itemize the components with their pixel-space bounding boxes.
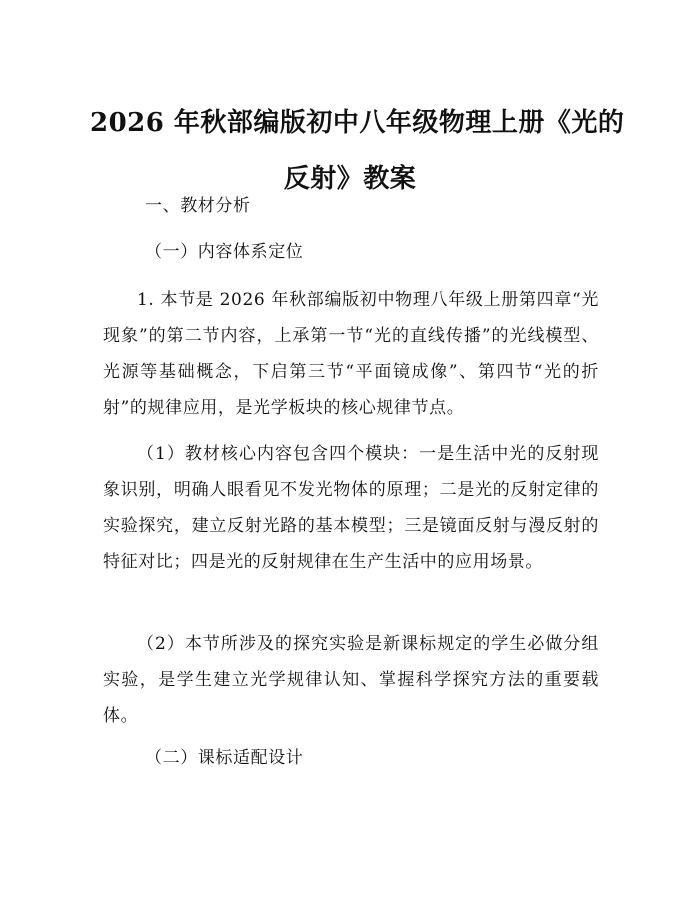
paragraph-core-content-modules: （1）教材核心内容包含四个模块：一是生活中光的反射现象识别，明确人眼看见不发光物体的原理；二是光的反射定律的实验探究，建立反射光路的基本模型；三是镜面反射与漫反射的特征对比；四是光的反射规律在生产生活中的应用场景。 [103,444,599,572]
subsection-heading-curriculum-standard: （二）课标适配设计 [145,748,304,768]
title-line-1: 2026 年秋部编版初中八年级物理上册《光的 [90,108,625,139]
title-line-2: 反射》教案 [283,164,417,195]
section-heading-teaching-material-analysis: 一、教材分析 [145,196,251,216]
paragraph-section-position: 1. 本节是 2026 年秋部编版初中物理八年级上册第四章“光现象”的第二节内容，上承第一节“光的直线传播”的光线模型、光源等基础概念，下启第三节“平面镜成像”、第四节“光的折射”的规律应用，是光学板块的核心规律节点。 [103,290,599,418]
subsection-heading-content-system: （一）内容体系定位 [145,242,304,262]
paragraph-required-experiment: （2）本节所涉及的探究实验是新课标规定的学生必做分组实验，是学生建立光学规律认知、掌握科学探究方法的重要载体。 [103,634,599,726]
